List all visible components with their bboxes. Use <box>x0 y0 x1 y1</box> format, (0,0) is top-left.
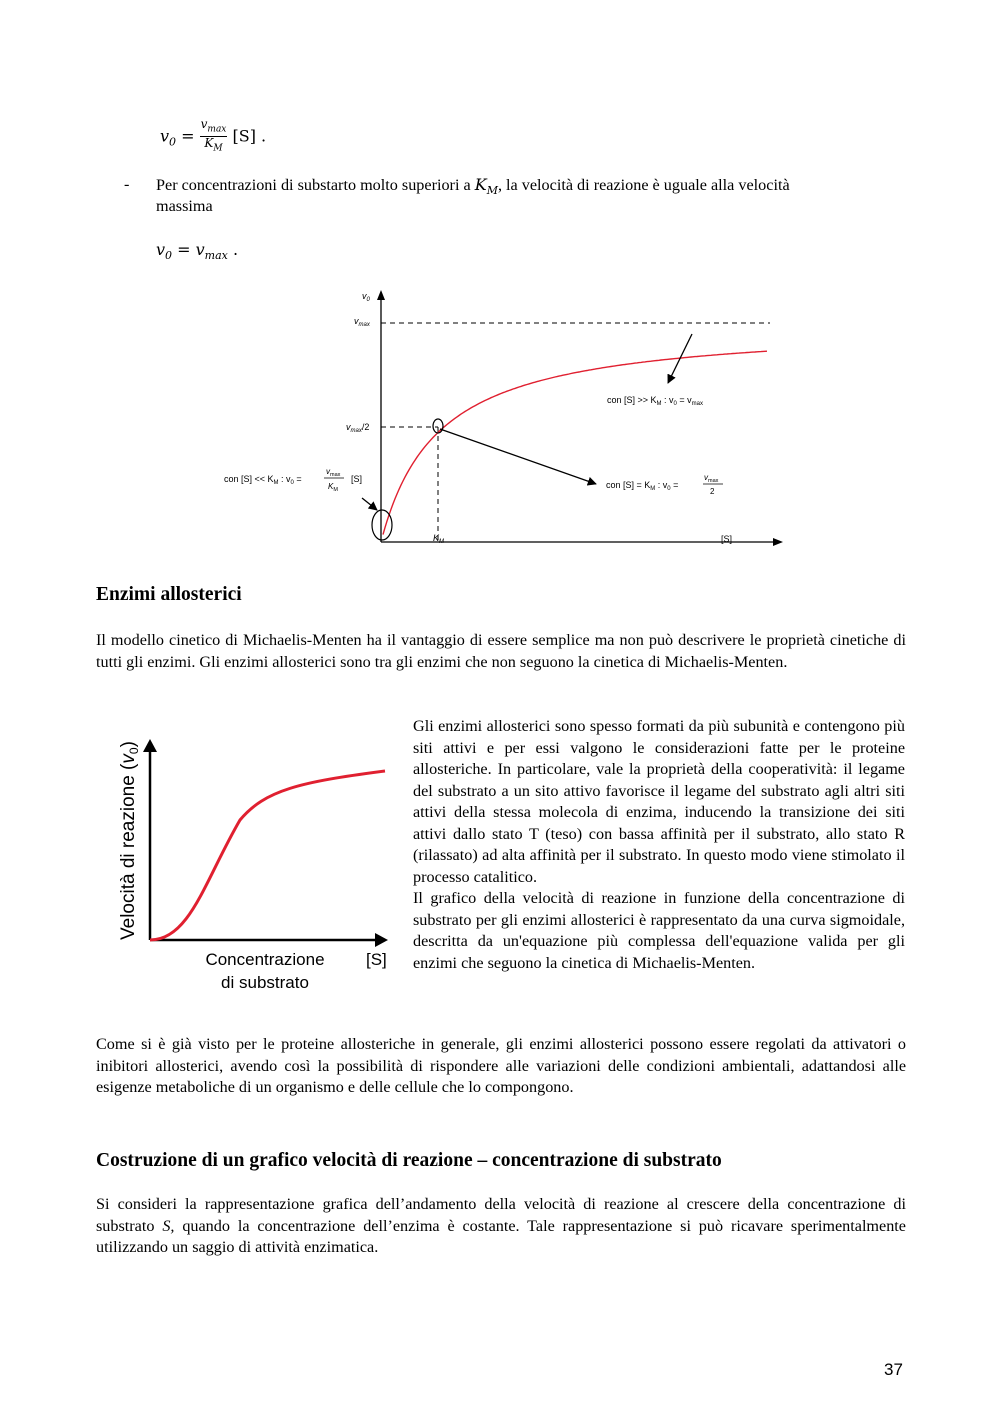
eq2-lhs-sub: 0 <box>165 249 173 263</box>
mm-annotation-low: con $[S] << K_M$ : $v_0$ = <box>224 474 302 486</box>
eq2-rhs-sub: max <box>204 249 228 263</box>
mm-arrow-low <box>362 498 377 510</box>
graph-construction-substrate-symbol: S, <box>162 1216 175 1235</box>
bullet-text <box>156 174 905 202</box>
bullet-text-before: Per concentrazioni di substarto molto superiori a <box>156 176 475 194</box>
eq1-frac-den-sub: M <box>213 143 223 154</box>
mm-x-axis-arrow <box>773 538 783 546</box>
eq1-fraction <box>200 118 228 156</box>
allosteric-side-paragraph-2: Il grafico della velocità di reazione in funzione della concentrazione di substrato per gli enzimi allosterici è rappresentato da una curva sigmoidale, descritta da un'equazione più complessa dell'equazione valida per gli enzimi che seguono la cinetica di Michaelis-Menten. <box>413 889 905 972</box>
mm-vmax-half-label: $v_{max}/2$ <box>346 422 370 434</box>
eq2-lhs: v <box>156 240 166 259</box>
allosteric-regulation-paragraph: Come si è già visto per le proteine allosteriche in generale, gli enzimi allosterici possono essere regolati da attivatori o inibitori allosterici, avendo così la possibilità di rispondere alle variazioni delle condizioni ambientali, adattandosi alle esigenze metaboliche di un organismo e delle cellule che lo compongono. <box>96 1035 906 1096</box>
section-heading-graph-construction: Costruzione di un grafico velocità di reazione – concentrazione di substrato <box>96 1150 722 1171</box>
section-heading-allosteric: Enzimi allosterici <box>96 584 242 605</box>
allosteric-intro-paragraph: Il modello cinetico di Michaelis-Menten ha il vantaggio di essere semplice ma non può descrivere le proprietà cinetiche di tutti gli enzimi. Gli enzimi allosterici sono tra gli enzimi che non seguono la cinetica di Michaelis-Menten. <box>96 631 906 671</box>
eq2-tail: . <box>227 240 239 259</box>
eq1-lhs: v <box>160 126 170 146</box>
eq1-equals: = <box>176 126 200 146</box>
eq1-tail: [S] . <box>232 126 267 146</box>
mm-annotation-equal-den: 2 <box>710 487 715 496</box>
page-number: 37 <box>884 1360 903 1379</box>
sig-curve <box>150 771 385 940</box>
eq1-frac-num: v <box>200 117 208 131</box>
sig-x-unit: [S] <box>366 950 387 969</box>
eq1-frac-den: K <box>204 136 214 151</box>
bullet-km-sub: M <box>486 184 498 198</box>
allosteric-side-paragraph-1: Gli enzimi allosterici sono spesso formati da più subunità e contengono più siti attivi e per essi valgono le considerazioni fatte per le proteine allosteriche. In particolare, vale la proprietà della cooperatività: il legame del substrato a un sito attivo favorisce il legame del substrato agli altri siti attivi della stessa molecola di enzima, inducendo la transizione dei siti attivi dallo stato T (teso) con bassa affinità per il substrato, allo stato R (rilassato) ad alta affinità per il substrato. In questo modo viene stimolato il processo catalitico. <box>413 717 905 886</box>
mm-annotation-low-den: $K_M$ <box>328 482 338 493</box>
eq2-rhs: v <box>195 240 205 259</box>
mm-annotation-low-num: $v_{max}$ <box>326 467 341 478</box>
mm-origin-circle-marker <box>372 510 392 540</box>
graph-construction-text-before: Si consideri la rappresentazione grafica dell’andamento della velocità di reazione al crescere della concentrazione di substrato <box>96 1195 906 1235</box>
mm-curve <box>383 351 767 534</box>
graph-construction-text-after: quando la concentrazione dell’enzima è costante. Tale rappresentazione si può ricavare sperimentalmente utilizzando un saggio di attività enzimatica. <box>96 1216 906 1256</box>
sig-y-axis-arrow <box>143 739 157 752</box>
allosteric-side-text <box>413 716 905 974</box>
mm-arrow-equal <box>440 429 596 484</box>
equation-initial-velocity-low-substrate <box>160 118 266 156</box>
equation-max-velocity <box>156 240 238 262</box>
sig-x-label-line2: di substrato <box>221 973 309 992</box>
mm-annotation-high: con $[S] >> K_M$ : $v_0 = v_{max}$ <box>607 395 703 407</box>
mm-y-axis-arrow <box>377 290 385 300</box>
bullet-text-after: , la velocità di reazione è uguale alla velocità <box>497 176 790 194</box>
graph-construction-paragraph <box>96 1194 906 1259</box>
mm-x-label: [S] <box>721 534 733 544</box>
bullet-km: K <box>474 175 487 194</box>
sigmoid-chart <box>110 735 395 1000</box>
eq1-frac-num-sub: max <box>207 124 227 135</box>
sig-y-label: Velocità di reazione $(v_0)$ <box>118 741 141 940</box>
michaelis-menten-chart <box>215 282 785 552</box>
mm-km-tick-label: $K_M$ <box>433 533 445 545</box>
eq2-equals: = <box>172 240 196 259</box>
bullet-marker: - <box>124 175 130 193</box>
bullet-text-line2: massima <box>156 197 213 215</box>
mm-vmax-label: $v_{max}$ <box>354 316 370 328</box>
eq1-lhs-sub: 0 <box>169 135 177 149</box>
mm-annotation-equal: con $[S] = K_M$ : $v_0$ = <box>606 480 679 492</box>
mm-y-label: $v_0$ <box>362 291 370 303</box>
mm-annotation-low-tail: [S] <box>351 474 363 484</box>
sig-x-axis-arrow <box>375 933 388 947</box>
mm-annotation-equal-num: $v_{max}$ <box>704 473 719 484</box>
sig-x-label-line1: Concentrazione <box>205 950 325 969</box>
